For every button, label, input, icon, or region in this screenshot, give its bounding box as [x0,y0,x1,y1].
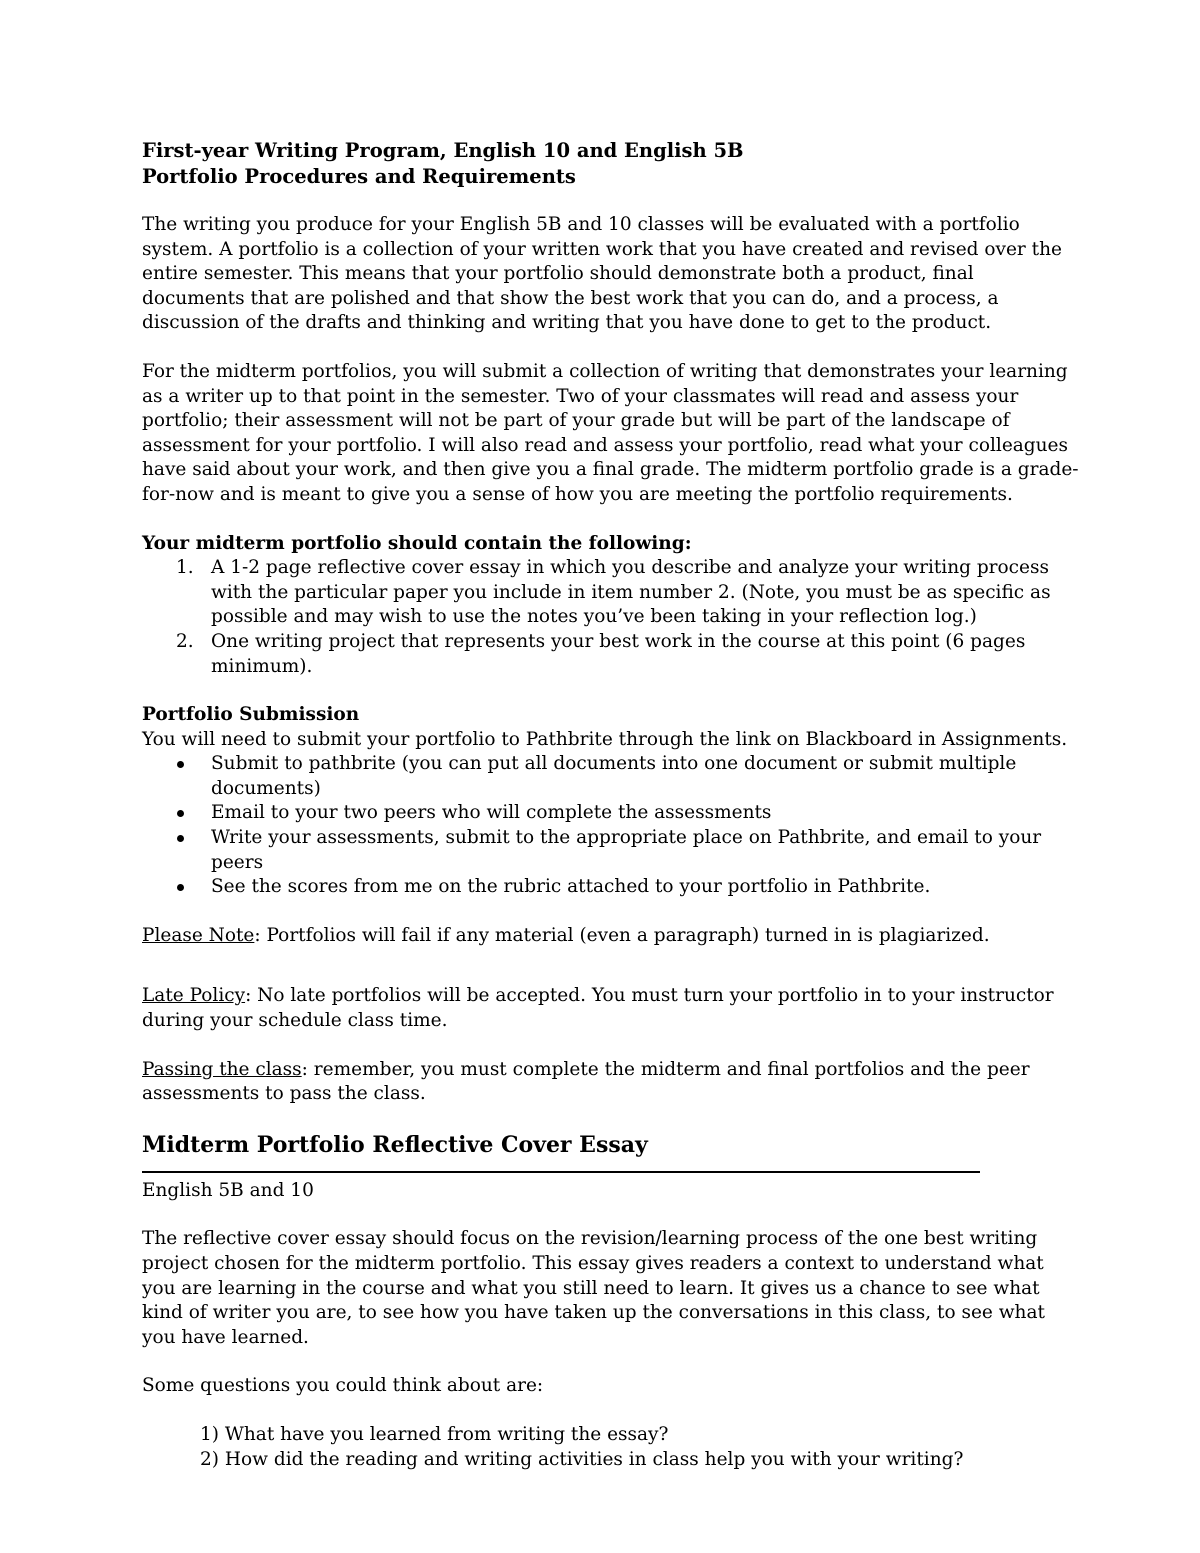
submission-intro: You will need to submit your portfolio to Pathbrite through the link on Blackboard in Assignments. [142,728,1068,750]
list-item-text: One writing project that represents your best work in the course at this point (6 pages minimum). [211,630,1026,677]
list-item: 2) How did the reading and writing activities in class help you with your writing? [200,1448,964,1470]
list-item-text: Write your assessments, submit to the appropriate place on Pathbrite, and email to your peers [211,827,1042,873]
passing-label: Passing the class [142,1058,302,1080]
document-page [142,138,1082,1472]
document-title: First-year Writing Program, English 10 and English 5B [142,139,744,162]
list-item-text: Submit to pathbrite (you can put all documents into one document or submit multiple documents) [211,753,1017,799]
bullet-icon [177,835,184,842]
list-item-text: Email to your two peers who will complete the assessments [211,802,772,824]
list-marker: 2. [176,630,194,652]
list-marker: 1. [176,557,194,579]
essay-section-heading: Midterm Portfolio Reflective Cover Essay [142,1131,648,1158]
list-item [142,875,1082,900]
bullet-icon [177,810,184,817]
essay-paragraph: The reflective cover essay should focus on the revision/learning process of the one best writing project chosen for the midterm portfolio. This essay gives readers a context to understand what you are learning in the course and what you still need to learn. It gives us a chance to see what kind of writer you are, to see how you have taken up the conversations in this class, to see what you have learned. [142,1228,1045,1348]
submission-list [142,752,1082,900]
please-note-text: : Portfolios will fail if any material (even a paragraph) turned in is plagiarized. [254,924,990,946]
questions-list [142,1423,1082,1472]
intro-paragraph: The writing you produce for your English 5B and 10 classes will be evaluated with a portfolio system. A portfolio is a collection of your written work that you have created and revised over the entire semester. This means that your portfolio should demonstrate both a product, final documents that are polished and that show the best work that you can do, and a process, a discussion of the drafts and thinking and writing that you have done to get to the product. [142,214,1062,334]
late-policy [142,984,1082,1033]
contents-heading: Your midterm portfolio should contain the following: [142,532,692,554]
passing-class [142,1058,1082,1107]
submission-heading: Portfolio Submission [142,704,360,726]
list-item [142,556,1082,630]
list-item-text: A 1-2 page reflective cover essay in which you describe and analyze your writing process with the particular paper you include in item number 2. (Note, you must be as specific as possible and may wish to use the notes you’ve been taking in your reflection log.) [211,557,1051,628]
passing-text: : remember, you must complete the midterm and final portfolios and the peer assessments to pass the class. [142,1058,1030,1105]
bullet-icon [177,761,184,768]
bullet-icon [177,884,184,891]
please-note-label: Please Note [142,924,255,946]
list-item [142,801,1082,826]
late-policy-text: : No late portfolios will be accepted. You must turn your portfolio in to your instructor during your schedule class time. [142,985,1054,1032]
midterm-paragraph: For the midterm portfolios, you will submit a collection of writing that demonstrates your learning as a writer up to that point in the semester. Two of your classmates will read and assess your portfolio; their assessment will not be part of your grade but will be part of the landscape of assessment for your portfolio. I will also read and assess your portfolio, read what your colleagues have said about your work, and then give you a final grade. The midterm portfolio grade is a grade-for-now and is meant to give you a sense of how you are meeting the portfolio requirements. [142,360,1079,505]
list-item: 1) What have you learned from writing the essay? [200,1423,669,1445]
questions-intro: Some questions you could think about are: [142,1375,544,1397]
list-item [142,752,1082,801]
please-note [142,924,1082,949]
document-subtitle: Portfolio Procedures and Requirements [142,164,576,188]
horizontal-rule [142,1171,980,1173]
essay-course: English 5B and 10 [142,1179,314,1201]
late-policy-label: Late Policy [142,985,246,1007]
contents-list [142,556,1082,679]
list-item-text: See the scores from me on the rubric attached to your portfolio in Pathbrite. [211,876,931,898]
list-item [142,826,1082,875]
list-item [142,630,1082,679]
